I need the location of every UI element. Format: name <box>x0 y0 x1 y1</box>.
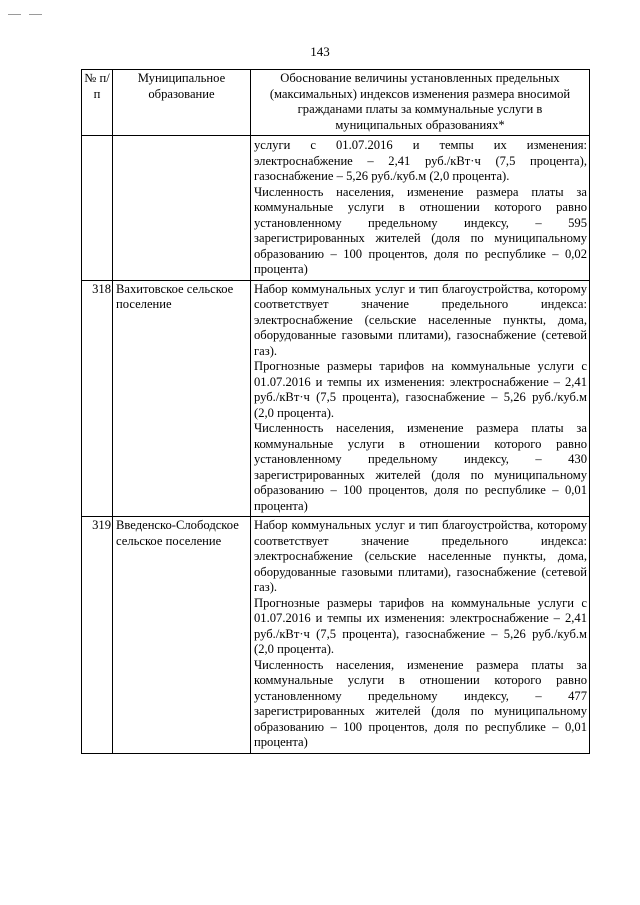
page-number: 143 <box>310 44 330 59</box>
row-paragraph: Численность населения, изменение размера платы за коммунальные услуги в отношении которого равно установленному предельному индексу, – 477 зарегистрированных жителей (доля по муниципальному образованию – 100 процентов, доля по республике – 0,01 процента) <box>254 657 587 749</box>
header-justification: Обоснование величины установленных предельных (максимальных) индексов изменения размера вносимой гражданами платы за коммунальные услуги в муниципальных образованиях* <box>251 70 590 136</box>
row-paragraph: Численность населения, изменение размера платы за коммунальные услуги в отношении которого равно установленному предельному индексу, – 430 зарегистрированных жителей (доля по муниципальному образованию – 100 процентов, доля по республике – 0,01 процента) <box>254 421 587 513</box>
row-paragraph: Прогнозные размеры тарифов на коммунальные услуги с 01.07.2016 и темпы их изменения: электроснабжение – 2,41 руб./кВт·ч (7,5 процента), газоснабжение – 5,26 руб./куб.м (2,0 процента). <box>254 595 587 656</box>
row-paragraph: Прогнозные размеры тарифов на коммунальные услуги с 01.07.2016 и темпы их изменения: электроснабжение – 2,41 руб./кВт·ч (7,5 процента), газоснабжение – 5,26 руб./куб.м (2,0 процента). <box>254 359 587 420</box>
row-municipality: Вахитовское сельское поселение <box>113 280 251 517</box>
table-header-row <box>82 70 590 136</box>
row-justification <box>251 136 590 281</box>
row-paragraph: услуги с 01.07.2016 и темпы их изменения: электроснабжение – 2,41 руб./кВт·ч (7,5 процента), газоснабжение – 5,26 руб./куб.м (2,0 процента). <box>254 138 587 183</box>
header-number: № п/п <box>82 70 113 136</box>
row-paragraph: Численность населения, изменение размера платы за коммунальные услуги в отношении которого равно установленному предельному индексу, – 595 зарегистрированных жителей (доля по муниципальному образованию – 100 процентов, доля по республике – 0,02 процента) <box>254 184 587 276</box>
row-number <box>82 136 113 281</box>
row-municipality <box>113 136 251 281</box>
table-row <box>82 136 590 281</box>
table-row <box>82 517 590 754</box>
row-justification <box>251 280 590 517</box>
row-justification <box>251 517 590 754</box>
tariff-index-table <box>81 69 590 754</box>
row-municipality: Введенско-Слободское сельское поселение <box>113 517 251 754</box>
row-paragraph: Набор коммунальных услуг и тип благоустройства, которому соответствует значение предельного индекса: электроснабжение (сельские населенные пункты, дома, оборудованные газовыми плитами), газоснабжение (сетевой газ). <box>254 281 587 358</box>
row-number: 319 <box>82 517 113 754</box>
table-row <box>82 280 590 517</box>
scan-marks <box>8 2 50 20</box>
header-municipality: Муниципальное образование <box>113 70 251 136</box>
row-number: 318 <box>82 280 113 517</box>
row-paragraph: Набор коммунальных услуг и тип благоустройства, которому соответствует значение предельного индекса: электроснабжение (сельские населенные пункты, дома, оборудованные газовыми плитами), газоснабжение (сетевой газ). <box>254 518 587 594</box>
